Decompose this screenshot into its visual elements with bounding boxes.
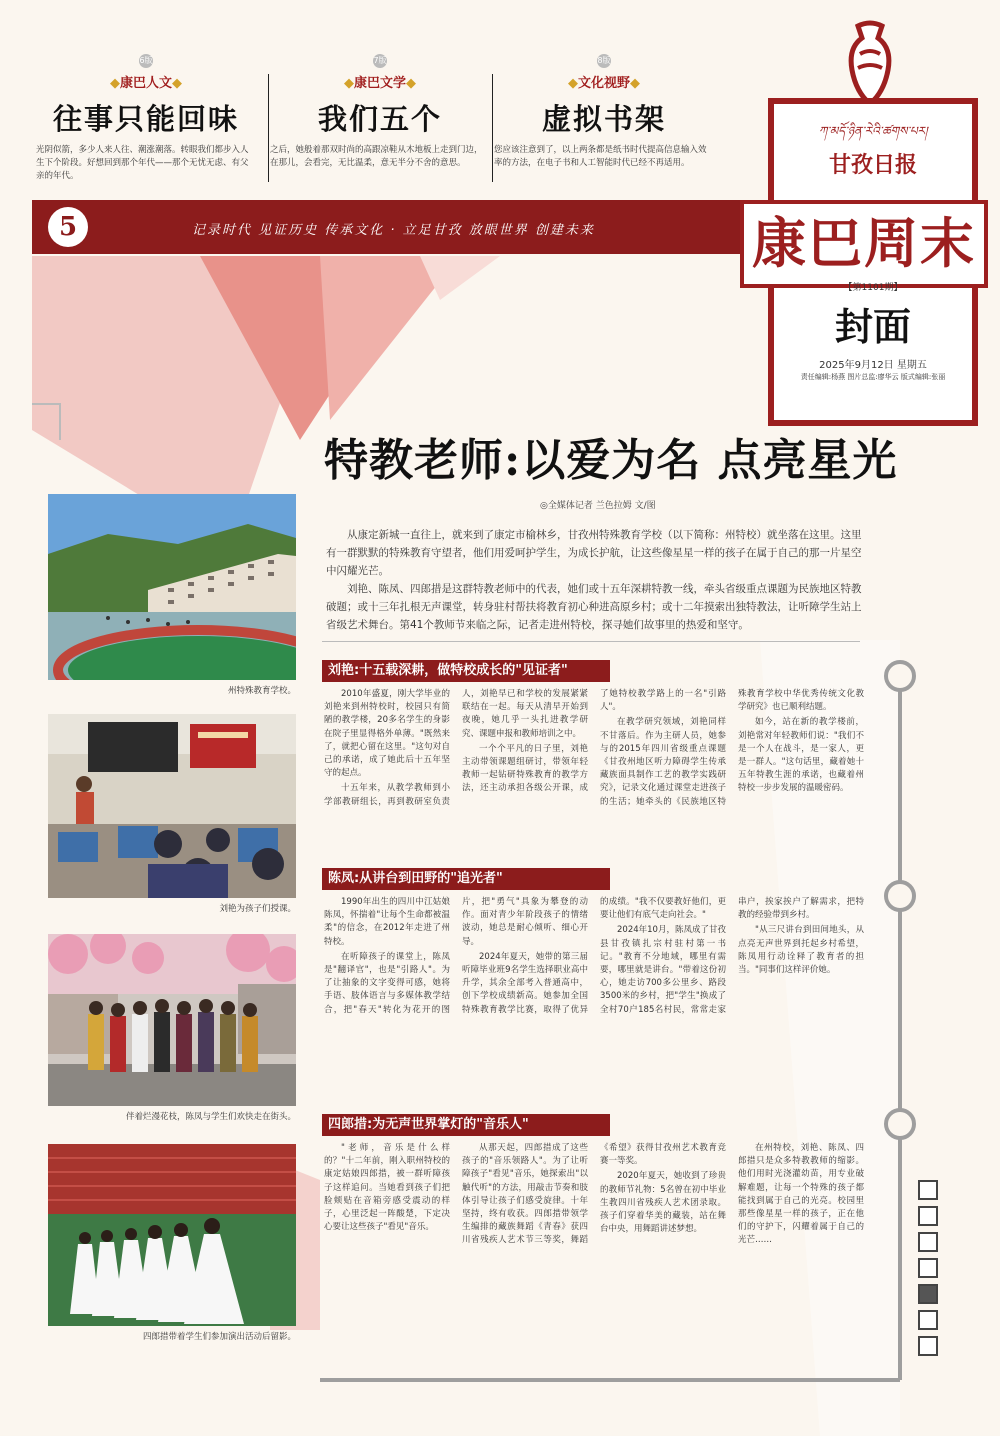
intro bbox=[326, 526, 862, 634]
decorative-square-icon bbox=[918, 1258, 938, 1278]
decorative-square-icon bbox=[918, 1180, 938, 1200]
headline: 特教老师:以爱为名 点亮星光 bbox=[324, 435, 898, 486]
photo-caption: 伴着烂漫花枝，陈凤与学生们欢快走在街头。 bbox=[125, 1112, 296, 1122]
paragraph: 一个个平凡的日子里，刘艳主动带领课题组研讨，带领年轻教师一起钻研特殊教育的教学方法，还主动承担各级公开课，成了她特校教学路上的一名"引路人"。 bbox=[462, 689, 726, 794]
editor-credits: 责任编辑:杨燕 图片总监:廖华云 版式编辑:张丽 bbox=[800, 373, 946, 381]
paragraph: 2024年夏天，她带的第三届听障毕业班9名学生选择职业高中升学，其余全部考入普通高中，创下学校成绩新高。她参加全国特殊教育教学比赛，取得了优异的成绩。"我不仅要教好他们，更要让他们有底气走向社会。" bbox=[462, 897, 726, 1015]
paragraph: "从三尺讲台到田间地头，从点亮无声世界到托起乡村希望，陈凤用行动诠释了教育者的担当。"同事们这样评价她。 bbox=[738, 925, 864, 976]
slogan: 记录时代 见证历史 传承文化 · 立足甘孜 放眼世界 创建未来 bbox=[192, 223, 595, 238]
intro-paragraph: 刘艳、陈凤、四郎措是这群特教老师中的代表，她们或十五年深耕特教一线，牵头省级重点课题为民族地区特教破题；或十三年扎根无声课堂，转身驻村帮扶将教育初心种进高原乡村；或十二年摸索出独特教法，让听障学生站上省级艺术舞台。第41个教师节来临之际，记者走进州特校，探寻她们故事里的热爱和坚守。 bbox=[326, 583, 862, 631]
section-heading-chen-feng: 陈凤:从讲台到田野的"追光者" bbox=[322, 868, 610, 890]
photo-caption: 州特殊教育学校。 bbox=[227, 686, 296, 696]
photo-classroom bbox=[48, 714, 296, 898]
page-number: 5 bbox=[48, 207, 88, 247]
divider bbox=[492, 74, 493, 182]
section-body-silang-cuo bbox=[324, 1142, 864, 1370]
decorative-square-icon bbox=[918, 1336, 938, 1356]
paragraph: 在听障孩子的课堂上，陈凤是"翻译官"，也是"引路人"。为了让抽象的文字变得可感，她将手语、肢体语言与多媒体教学结合，把"春天"转化为花开的图片，把"勇气"具象为攀登的动作。面对青少年阶段孩子的情绪波动，她总是耐心倾听、细心开导。 bbox=[324, 897, 588, 1015]
teaser-page: 6版 bbox=[139, 54, 153, 68]
byline: ◎全媒体记者 兰色拉姆 文/图 bbox=[540, 501, 656, 511]
decorative-square-icon bbox=[918, 1284, 938, 1304]
teaser-title: 我们五个 bbox=[317, 102, 442, 136]
teaser-title: 虚拟书架 bbox=[541, 102, 666, 136]
teaser-3[interactable]: 8版 ◆文化视野◆ 虚拟书架 您应该注意到了，以上两条都是纸书时代提高信息输入效率的方法，在电子书和人工智能时代已经不再适用。 bbox=[494, 48, 714, 170]
teaser-summary: 您应该注意到了，以上两条都是纸书时代提高信息输入效率的方法，在电子书和人工智能时代已经不再适用。 bbox=[494, 145, 707, 168]
photo-caption: 刘艳为孩子们授课。 bbox=[219, 904, 296, 914]
decorative-square-icon bbox=[918, 1206, 938, 1226]
teaser-2[interactable]: 7版 ◆康巴文学◆ 我们五个 之后，她般着那双时尚的高跟凉鞋从木地板上走到门边，在那儿，会看完，无比温柔，意无半分不舍的意思。 bbox=[270, 48, 490, 170]
teaser-title: 往事只能回味 bbox=[52, 102, 239, 136]
section-band bbox=[32, 200, 762, 254]
publication-date: 2025年9月12日 星期五 bbox=[819, 360, 927, 371]
decorative-square-icon bbox=[918, 1232, 938, 1252]
paragraph: 在州特校，刘艳、陈凤、四郎措只是众多特教教师的缩影。他们用时光浇灌幼苗，用专业破解难题，让每一个特殊的孩子都能找到属于自己的光亮。校园里那些像星星一样的孩子，正在他们的守护下，闪耀着属于自己的光芒…… bbox=[738, 1143, 864, 1246]
photo-school-campus bbox=[48, 494, 296, 680]
paragraph: 从那天起，四郎措成了这些孩子的"音乐领路人"。为了让听障孩子"看见"音乐，她探索出"以触代听"的方法，用敲击节奏和肢体引导让孩子们感受旋律。十年坚持，终有收获。四郎措带领学生编排的藏族舞蹈《青春》获四川省残疾人艺术节三等奖，舞蹈《希望》获得甘孜州艺术教育竞赛一等奖。 bbox=[462, 1143, 726, 1246]
decorative-square-icon bbox=[918, 1310, 938, 1330]
paragraph: 2020年夏天，她收到了珍贵的教师节礼物：5名曾在初中毕业生教四川省残疾人艺术团录取。孩子们穿着华美的藏装，站在舞台中央，用舞蹈讲述梦想。 bbox=[600, 1171, 726, 1235]
teaser-summary: 光阴似箭，多少人来人往、潮涨潮落。转眼我们都步入人生下个阶段。好想回到那个年代——那个无忧无虑、有父亲的年代。 bbox=[36, 145, 249, 181]
photo-performers bbox=[48, 1144, 296, 1326]
teaser-section: 康巴人文 bbox=[119, 76, 172, 91]
issue-number: 【第1101期】 bbox=[843, 283, 903, 293]
teaser-section: 文化视野 bbox=[577, 76, 630, 91]
paragraph: 1990年出生的四川中江姑娘陈凤，怀揣着"让每个生命都被温柔"的信念，在2012年走进了州特校。 bbox=[324, 897, 450, 947]
cover-label: 封面 bbox=[834, 304, 911, 349]
decorative-ring-icon bbox=[884, 660, 916, 692]
decorative-ring-icon bbox=[884, 1108, 916, 1140]
section-heading-liu-yan: 刘艳:十五载深耕，做特校成长的"见证者" bbox=[322, 660, 610, 682]
teaser-1[interactable]: 6版 ◆康巴人文◆ 往事只能回味 光阴似箭，多少人来人往、潮涨潮落。转眼我们都步入人生下个阶段。好想回到那个年代——那个无忧无虑、有父亲的年代。 bbox=[36, 48, 256, 183]
decorative-ring-icon bbox=[884, 880, 916, 912]
masthead bbox=[752, 98, 978, 426]
masthead-paper-name: 甘孜日报 bbox=[828, 152, 917, 178]
paragraph: 十五年来，从教学教师到小学部教研组长，再到教研室负责人，刘艳早已和学校的发展紧紧联结在一起。每天从清早开始到夜晚，她几乎一头扎进教学研究、课题申报和教师培训之中。 bbox=[324, 689, 588, 807]
paragraph: 在教学研究领域，刘艳同样不甘落后。作为主研人员，她参与的2015年四川省级重点课题《甘孜州地区听力障碍学生传承藏族面具制作工艺的教学实践研究》，记录文化通过课堂走进孩子的生活；她牵头的《民族地区特殊教育学校中华优秀传统文化教学研究》也已顺利结题。 bbox=[600, 689, 864, 807]
photo-caption: 四郎措带着学生们参加演出活动后留影。 bbox=[142, 1332, 296, 1342]
paragraph: 如今，站在新的教学楼前，刘艳常对年轻教师们说："我们不是一个人在战斗，是一家人，更是一群人。"这句话里，藏着她十五年特教生涯的承诺，也藏着州特校一步步发展的温暖密码。 bbox=[738, 717, 864, 794]
divider bbox=[322, 641, 860, 642]
photo-street-walk bbox=[48, 934, 296, 1106]
teaser-page: 7版 bbox=[373, 54, 387, 68]
teaser-section: 康巴文学 bbox=[353, 76, 406, 91]
section-body-liu-yan bbox=[324, 688, 864, 858]
section-heading-silang-cuo: 四郎措:为无声世界掌灯的"音乐人" bbox=[322, 1114, 610, 1136]
vase-emblem-icon bbox=[838, 20, 902, 106]
teaser-summary: 之后，她般着那双时尚的高跟凉鞋从木地板上走到门边，在那儿，会看完，无比温柔，意无半分不舍的意思。 bbox=[270, 145, 483, 168]
divider bbox=[268, 74, 269, 182]
masthead-weekly-title: 康巴周末 bbox=[740, 200, 988, 288]
paragraph: 2010年盛夏，刚大学毕业的刘艳来到州特校时，校园只有简陋的教学楼，20多名学生的身影在院子里显得格外单薄。"既然来了，就把心留在这里。"这句对自己的承诺，成了她此后十五年坚守的起点。 bbox=[324, 689, 450, 779]
paragraph: "老师，音乐是什么样的？"十二年前，刚入职州特校的康定姑娘四郎措，被一群听障孩子这样追问。当她看到孩子们把脸颊贴在音箱旁感受震动的样子，心里泛起一阵酸楚，下定决心要让这些孩子"看见"音乐。 bbox=[324, 1143, 450, 1233]
intro-paragraph: 从康定新城一直往上，就来到了康定市榆林乡，甘孜州特殊教育学校（以下简称：州特校）就坐落在这里。这里有一群默默的特殊教育守望者，他们用爱呵护学生，为成长护航，让这些像星星一样的孩子在属于自己的那一片星空中闪耀光芒。 bbox=[326, 529, 862, 577]
teaser-page: 8版 bbox=[597, 54, 611, 68]
masthead-tibetan: ཀ་མདོ་ཉིན་རེའི་ཚགས་པར། bbox=[818, 124, 928, 138]
section-body-chen-feng bbox=[324, 896, 864, 1102]
paragraph: 2024年10月，陈凤成了甘孜县甘孜镇扎宗村驻村第一书记。"教育不分地域，哪里有需要，哪里就是讲台。"带着这份初心，她走访700多公里乡、路段3500米的乡村，把"学生"换成了全村70户185名村民，常常走家串户，挨家挨户了解需求，把特教的经验带到乡村。 bbox=[600, 897, 864, 1015]
